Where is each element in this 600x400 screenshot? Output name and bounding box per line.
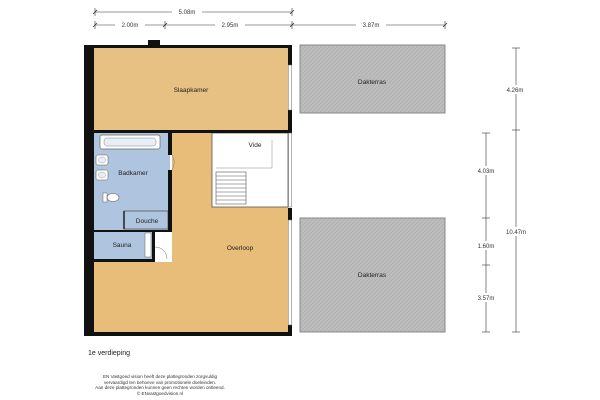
label-vide: Vide — [248, 142, 262, 149]
floor-label: 1e verdieping — [88, 350, 131, 357]
dim-inner-2: 1.60m — [477, 244, 495, 250]
disclaimer-line-1: EN Vastgoed vision heeft deze plattegronden zorgvuldig — [102, 374, 218, 379]
sink-2 — [96, 170, 108, 180]
dim-right-top: 4.26m — [506, 88, 524, 94]
label-badkamer: Badkamer — [118, 170, 148, 177]
dim-inner-3: 3.57m — [477, 296, 495, 302]
disclaimer-line-4: © ENvastgoedvision.nl — [136, 390, 184, 396]
label-overloop: Overloop — [226, 245, 254, 252]
dim-top-seg-2: 2.95m — [221, 23, 239, 29]
label-dakterras-bottom: Dakterras — [357, 272, 387, 279]
dim-top-seg-3: 3.87m — [362, 23, 380, 29]
stairs — [216, 172, 246, 204]
sauna-bench — [145, 233, 151, 257]
dim-inner-1: 4.03m — [477, 169, 495, 175]
label-dakterras-top: Dakterras — [357, 79, 387, 86]
dim-right-total: 10.47m — [505, 230, 527, 236]
disclaimer-line-2: vervaardigd ten behoeve van promotionele doeleinden. — [103, 379, 217, 385]
dim-top-seg-1: 2.00m — [121, 23, 139, 29]
windows — [289, 65, 292, 325]
dim-top-total: 5.08m — [178, 10, 196, 16]
label-slaapkamer: Slaapkamer — [173, 87, 209, 94]
bathtub — [100, 135, 160, 149]
sink-1 — [96, 155, 108, 165]
label-douche: Douche — [135, 218, 159, 225]
toilet — [103, 193, 119, 202]
disclaimer — [70, 374, 250, 396]
dimension-ticks — [93, 10, 447, 27]
label-sauna: Sauna — [112, 242, 132, 249]
disclaimer-line-3: Aan deze plattegronden kunnen geen rechten worden ontleend. — [95, 385, 225, 391]
